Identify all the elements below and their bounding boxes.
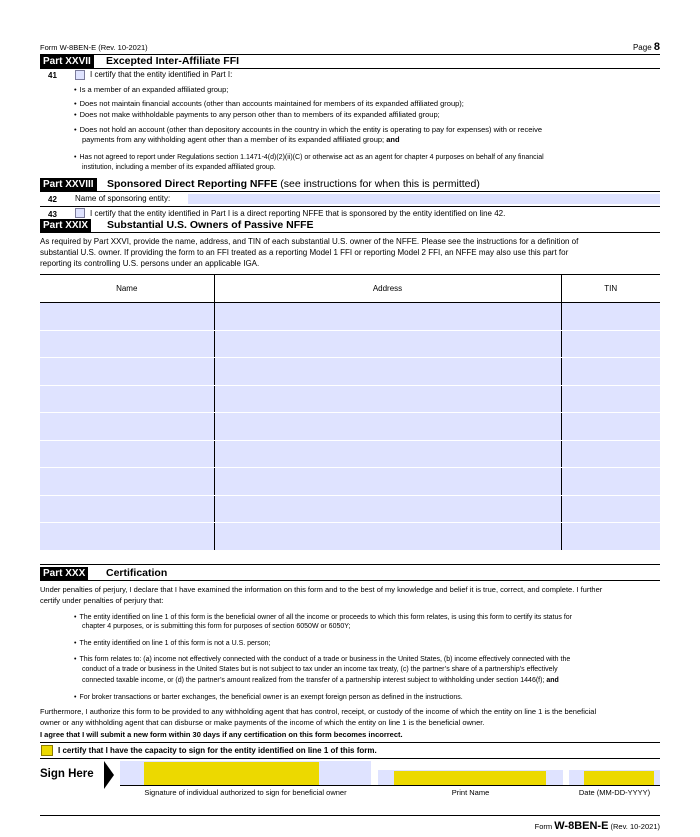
owner-name-cell[interactable] [40, 523, 214, 551]
owner-address-cell[interactable] [214, 330, 561, 358]
line-43-text: I certify that the entity identified in Part I is a direct reporting NFFE that is sponsored by the entity identified on line 42. [90, 209, 506, 218]
sign-here-label: Sign Here [40, 768, 94, 780]
owner-name-cell[interactable] [40, 440, 214, 468]
owner-name-cell[interactable] [40, 358, 214, 386]
agree-statement: I agree that I will submit a new form within 30 days if any certification on this form becomes incorrect. [40, 730, 403, 739]
line-41-checkbox[interactable] [75, 70, 85, 80]
part-27-bullet-3: • Does not make withholdable payments to any person other than to members of its expanded affiliated group; [74, 109, 440, 120]
table-row [40, 495, 660, 523]
owners-table [40, 274, 660, 551]
owner-address-cell[interactable] [214, 495, 561, 523]
divider [40, 206, 660, 207]
line-42-number: 42 [48, 195, 57, 204]
part-30-title: Certification [106, 567, 168, 579]
line-41-number: 41 [48, 71, 57, 80]
owner-name-cell[interactable] [40, 468, 214, 496]
perjury-line-1: Under penalties of perjury, I declare that I have examined the information on this form and to the best of my knowledge and belief it is true, correct, and complete. I further [40, 585, 603, 594]
capacity-statement: I certify that I have the capacity to sign for the entity identified on line 1 of this form. [58, 746, 377, 755]
owner-tin-cell[interactable] [561, 468, 660, 496]
owner-address-cell[interactable] [214, 468, 561, 496]
authorize-line-1: Furthermore, I authorize this form to be provided to any withholding agent that has control, receipt, or custody of the income of which the entity on line 1 is the beneficial [40, 707, 597, 716]
date-highlight[interactable] [584, 771, 654, 785]
part-27-bullet-5-cont: institution, including a member of its expanded affiliated group. [82, 164, 276, 171]
cert-bullet-3-cont-2: connected taxable income, or (d) the partner’s amount realized from the transfer of a partnership interest subject to withholding under section 1446(f); and [82, 677, 559, 684]
owner-tin-cell[interactable] [561, 495, 660, 523]
column-header-tin: TIN [561, 275, 660, 303]
part-27-header [40, 55, 660, 69]
column-header-name: Name [40, 275, 214, 303]
owner-name-cell[interactable] [40, 330, 214, 358]
owner-name-cell[interactable] [40, 303, 214, 331]
part-28-tag: Part XXVIII [40, 178, 97, 191]
part-29-intro-1: As required by Part XXVI, provide the name, address, and TIN of each substantial U.S. owner of the NFFE. Please see the instructions for a definition of [40, 237, 579, 246]
footer-divider [40, 815, 660, 816]
page-number: Page 8 [632, 41, 660, 53]
table-row [40, 385, 660, 413]
table-row [40, 440, 660, 468]
part-27-bullet-1: • Is a member of an expanded affiliated group; [74, 84, 228, 95]
part-28-header [40, 178, 660, 192]
signature-highlight[interactable] [144, 762, 319, 785]
form-id: Form W-8BEN-E (Rev. 10-2021) [40, 43, 148, 52]
footer-form-id: Form W-8BEN-E (Rev. 10-2021) [534, 820, 660, 832]
authorize-line-2: owner or any withholding agent that can disburse or make payments of the income of which the entity on line 1 is the beneficial owner. [40, 718, 485, 727]
part-30-header [40, 564, 660, 581]
cert-bullet-1: • The entity identified on line 1 of this form is the beneficial owner of all the income or proceeds to which this form relates, is using this form to certify its status for [74, 612, 572, 623]
table-row [40, 358, 660, 386]
owner-tin-cell[interactable] [561, 413, 660, 441]
part-27-bullet-5: • Has not agreed to report under Regulations section 1.1471-4(d)(2)(ii)(C) or otherwise act as an agent for chapter 4 purposes on behalf of any financial [74, 152, 544, 163]
owner-tin-cell[interactable] [561, 385, 660, 413]
cert-bullet-3-cont-1: conduct of a trade or business in the United States but is not subject to tax under an income tax treaty, (c) the partner’s share of a partnership’s effectively [82, 666, 558, 673]
owner-address-cell[interactable] [214, 303, 561, 331]
owner-tin-cell[interactable] [561, 440, 660, 468]
part-27-bullet-4: • Does not hold an account (other than depository accounts in the country in which the entity is operating to pay for expenses) with or receive [74, 124, 542, 135]
signature-line [120, 785, 660, 786]
owner-tin-cell[interactable] [561, 330, 660, 358]
owner-tin-cell[interactable] [561, 523, 660, 551]
table-row [40, 523, 660, 551]
part-27-bullet-4-cont: payments from any withholding agent other than a member of its expanded affiliated group; and [82, 135, 400, 144]
owner-address-cell[interactable] [214, 440, 561, 468]
capacity-checkbox[interactable] [41, 745, 53, 756]
owner-name-cell[interactable] [40, 495, 214, 523]
cert-bullet-2: • The entity identified on line 1 of this form is not a U.S. person; [74, 638, 271, 649]
print-name-label: Print Name [451, 788, 490, 797]
part-30-tag: Part XXX [40, 567, 88, 580]
sponsoring-entity-input[interactable] [188, 194, 660, 204]
print-name-highlight[interactable] [394, 771, 546, 785]
column-header-address: Address [214, 275, 561, 303]
divider [40, 758, 660, 759]
owner-name-cell[interactable] [40, 385, 214, 413]
table-row [40, 468, 660, 496]
part-29-tag: Part XXIX [40, 219, 91, 232]
signature-label: Signature of individual authorized to sign for beneficial owner [144, 788, 347, 797]
sign-arrow-icon [104, 761, 114, 789]
owner-tin-cell[interactable] [561, 358, 660, 386]
owner-name-cell[interactable] [40, 413, 214, 441]
owner-tin-cell[interactable] [561, 303, 660, 331]
page-header [40, 42, 660, 55]
cert-bullet-4: • For broker transactions or barter exchanges, the beneficial owner is an exempt foreign person as defined in the instructions. [74, 692, 463, 703]
part-29-intro-2: substantial U.S. owner. If providing the form to an FFI treated as a reporting Model 1 FFI or reporting Model 2 FFI, an NFFE may also use this part for [40, 248, 569, 257]
part-29-header [40, 219, 660, 233]
part-27-bullet-2: • Does not maintain financial accounts (other than accounts maintained for members of its expanded affiliated group); [74, 98, 464, 109]
cert-bullet-3: • This form relates to: (a) income not effectively connected with the conduct of a trade or business in the United States, (b) income effectively connected with the [74, 654, 570, 665]
cert-bullet-1-cont: chapter 4 purposes, or is submitting this form for purposes of section 6050W or 6050Y; [82, 623, 351, 630]
table-row [40, 413, 660, 441]
part-27-title: Excepted Inter-Affiliate FFI [106, 55, 240, 67]
owner-address-cell[interactable] [214, 413, 561, 441]
perjury-line-2: certify under penalties of perjury that: [40, 596, 164, 605]
owner-address-cell[interactable] [214, 385, 561, 413]
table-row [40, 330, 660, 358]
divider [40, 742, 660, 743]
owner-address-cell[interactable] [214, 523, 561, 551]
date-label: Date (MM-DD-YYYY) [578, 788, 651, 797]
part-27-tag: Part XXVII [40, 55, 94, 68]
line-43-checkbox[interactable] [75, 208, 85, 218]
line-43-number: 43 [48, 210, 57, 219]
owner-address-cell[interactable] [214, 358, 561, 386]
table-row [40, 303, 660, 331]
part-28-title: Sponsored Direct Reporting NFFE (see instructions for when this is permitted) [107, 178, 480, 190]
line-42-text: Name of sponsoring entity: [75, 194, 171, 203]
part-29-intro-3: reporting its controlling U.S. persons under an applicable IGA. [40, 259, 260, 268]
line-41-text: I certify that the entity identified in Part I: [90, 70, 233, 79]
part-29-title: Substantial U.S. Owners of Passive NFFE [107, 219, 314, 231]
